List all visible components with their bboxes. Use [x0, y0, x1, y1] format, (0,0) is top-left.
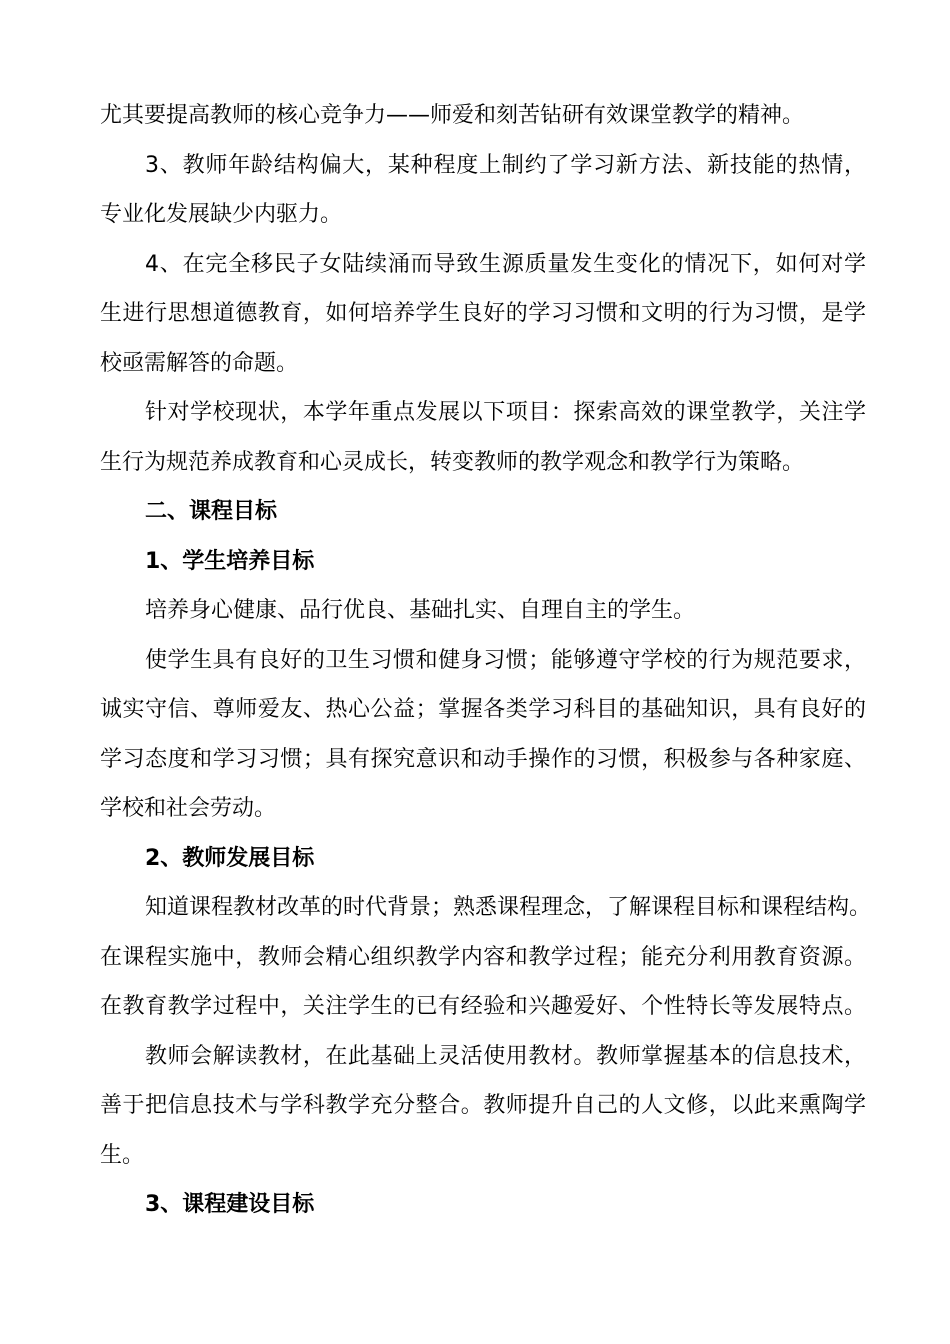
- paragraph-line: 在教育教学过程中，关注学生的已有经验和兴趣爱好、个性特长等发展特点。: [100, 994, 866, 1019]
- paragraph-line: 在课程实施中，教师会精心组织教学内容和教学过程；能充分利用教育资源。: [100, 944, 866, 970]
- paragraph-line: 3、教师年龄结构偏大，某种程度上制约了学习新方法、新技能的热情，: [145, 152, 866, 178]
- paragraph-line: 针对学校现状，本学年重点发展以下项目：探索高效的课堂教学，关注学: [145, 400, 866, 425]
- paragraph-line: 生进行思想道德教育，如何培养学生良好的学习习惯和文明的行为习惯，是学: [100, 301, 866, 326]
- paragraph-line: 诚实守信、尊师爱友、热心公益；掌握各类学习科目的基础知识，具有良好的: [100, 697, 866, 722]
- paragraph-line: 培养身心健康、品行优良、基础扎实、自理自主的学生。: [145, 598, 696, 623]
- subsection-heading: 3、课程建设目标: [145, 1192, 315, 1217]
- paragraph-line: 生。: [100, 1142, 145, 1168]
- paragraph-line: 校亟需解答的命题。: [100, 350, 299, 376]
- paragraph-line: 学习态度和学习习惯；具有探究意识和动手操作的习惯，积极参与各种家庭、: [100, 746, 866, 772]
- paragraph-line: 学校和社会劳动。: [100, 796, 277, 821]
- paragraph-line: 4、在完全移民子女陆续涌而导致生源质量发生变化的情况下，如何对学: [145, 251, 866, 277]
- paragraph-line: 知道课程教材改革的时代背景；熟悉课程理念，了解课程目标和课程结构。: [145, 895, 872, 920]
- paragraph-line: 生行为规范养成教育和心灵成长，转变教师的教学观念和教学行为策略。: [100, 449, 805, 475]
- paragraph-line: 教师会解读教材，在此基础上灵活使用教材。教师掌握基本的信息技术，: [145, 1043, 866, 1069]
- subsection-heading: 1、学生培养目标: [145, 548, 315, 574]
- paragraph-line: 专业化发展缺少内驱力。: [100, 202, 343, 227]
- paragraph-line: 善于把信息技术与学科教学充分整合。教师提升自己的人文修，以此来熏陶学: [100, 1093, 866, 1118]
- section-heading: 二、课程目标: [145, 499, 278, 524]
- paragraph-line: 尤其要提高教师的核心竞争力——师爱和刻苦钻研有效课堂教学的精神。: [100, 103, 805, 128]
- subsection-heading: 2、教师发展目标: [145, 845, 315, 871]
- document-page: [100, 91, 872, 1230]
- paragraph-line: 使学生具有良好的卫生习惯和健身习惯；能够遵守学校的行为规范要求，: [145, 647, 866, 673]
